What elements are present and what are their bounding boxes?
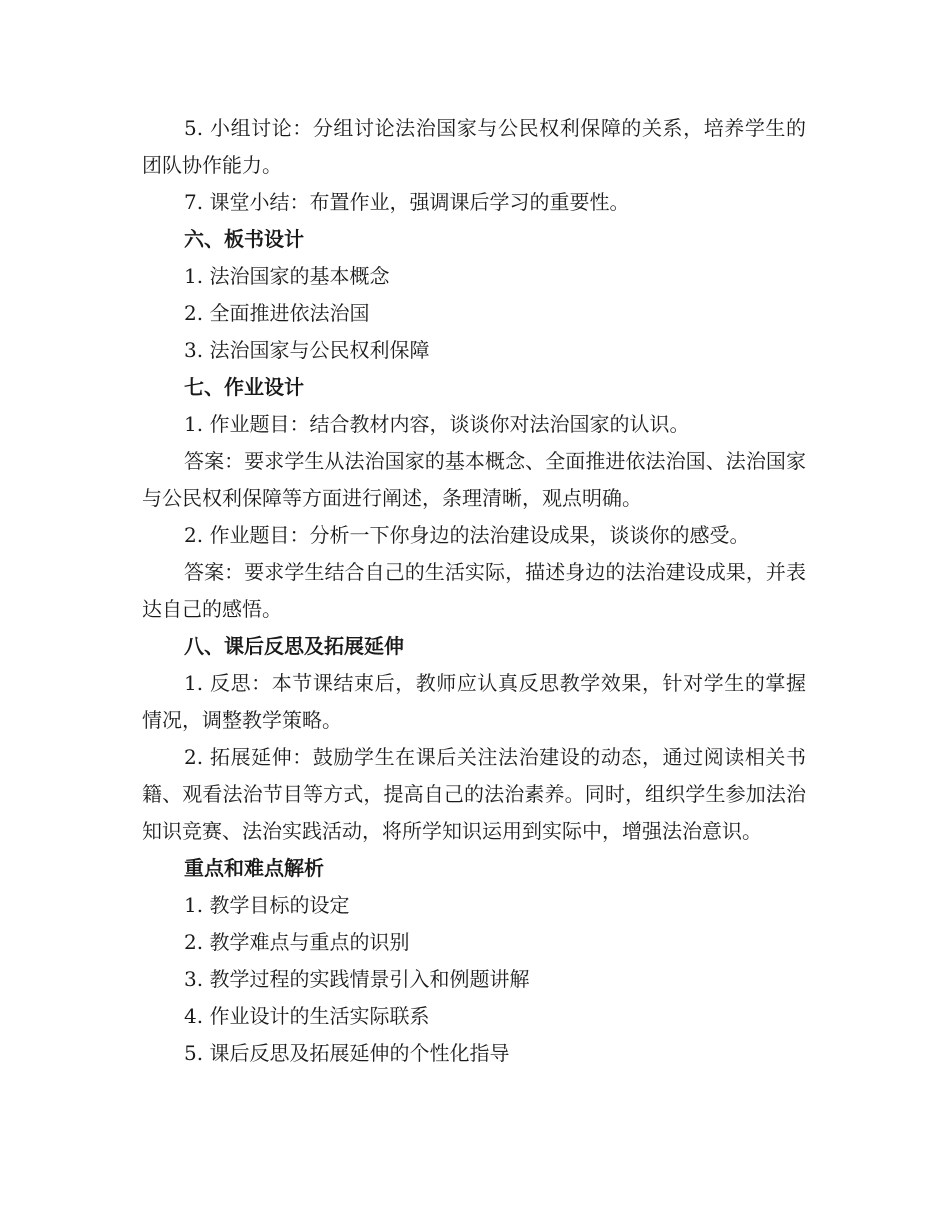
list-item: 3. 教学过程的实践情景引入和例题讲解 <box>184 967 530 991</box>
section-heading-homework-design: 七、作业设计 <box>184 375 304 399</box>
list-item: 5. 课后反思及拓展延伸的个性化指导 <box>184 1041 510 1065</box>
paragraph-extension: 2. 拓展延伸：鼓励学生在课后关注法治建设的动态，通过阅读相关书籍、观看法治节目等方式，提高自己的法治素养。同时，组织学生参加法治知识竞赛、法治实践活动，将所学知识运用到实际中，增强法治意识。 <box>142 745 806 843</box>
section-heading-key-points: 重点和难点解析 <box>184 856 324 880</box>
list-item: 1. 教学目标的设定 <box>184 893 350 917</box>
list-item: 2. 教学难点与重点的识别 <box>184 930 410 954</box>
paragraph-group-discussion: 5. 小组讨论：分组讨论法治国家与公民权利保障的关系，培养学生的团队协作能力。 <box>142 116 806 177</box>
section-heading-board-design: 六、板书设计 <box>184 227 304 251</box>
list-item: 4. 作业设计的生活实际联系 <box>184 1004 430 1028</box>
paragraph-reflection: 1. 反思：本节课结束后，教师应认真反思教学效果，针对学生的掌握情况，调整教学策略。 <box>142 671 806 732</box>
homework-answer-2: 答案：要求学生结合自己的生活实际，描述身边的法治建设成果，并表达自己的感悟。 <box>142 560 806 621</box>
homework-question-1: 1. 作业题目：结合教材内容，谈谈你对法治国家的认识。 <box>184 412 690 436</box>
document-page <box>142 110 806 1072</box>
list-item: 3. 法治国家与公民权利保障 <box>184 338 430 362</box>
homework-question-2: 2. 作业题目：分析一下你身边的法治建设成果，谈谈你的感受。 <box>184 523 750 547</box>
list-item: 2. 全面推进依法治国 <box>184 301 370 325</box>
homework-answer-1: 答案：要求学生从法治国家的基本概念、全面推进依法治国、法治国家与公民权利保障等方面进行阐述，条理清晰，观点明确。 <box>142 449 806 510</box>
list-item: 1. 法治国家的基本概念 <box>184 264 390 288</box>
paragraph-class-summary: 7. 课堂小结：布置作业，强调课后学习的重要性。 <box>184 190 630 214</box>
section-heading-reflection: 八、课后反思及拓展延伸 <box>184 634 404 658</box>
